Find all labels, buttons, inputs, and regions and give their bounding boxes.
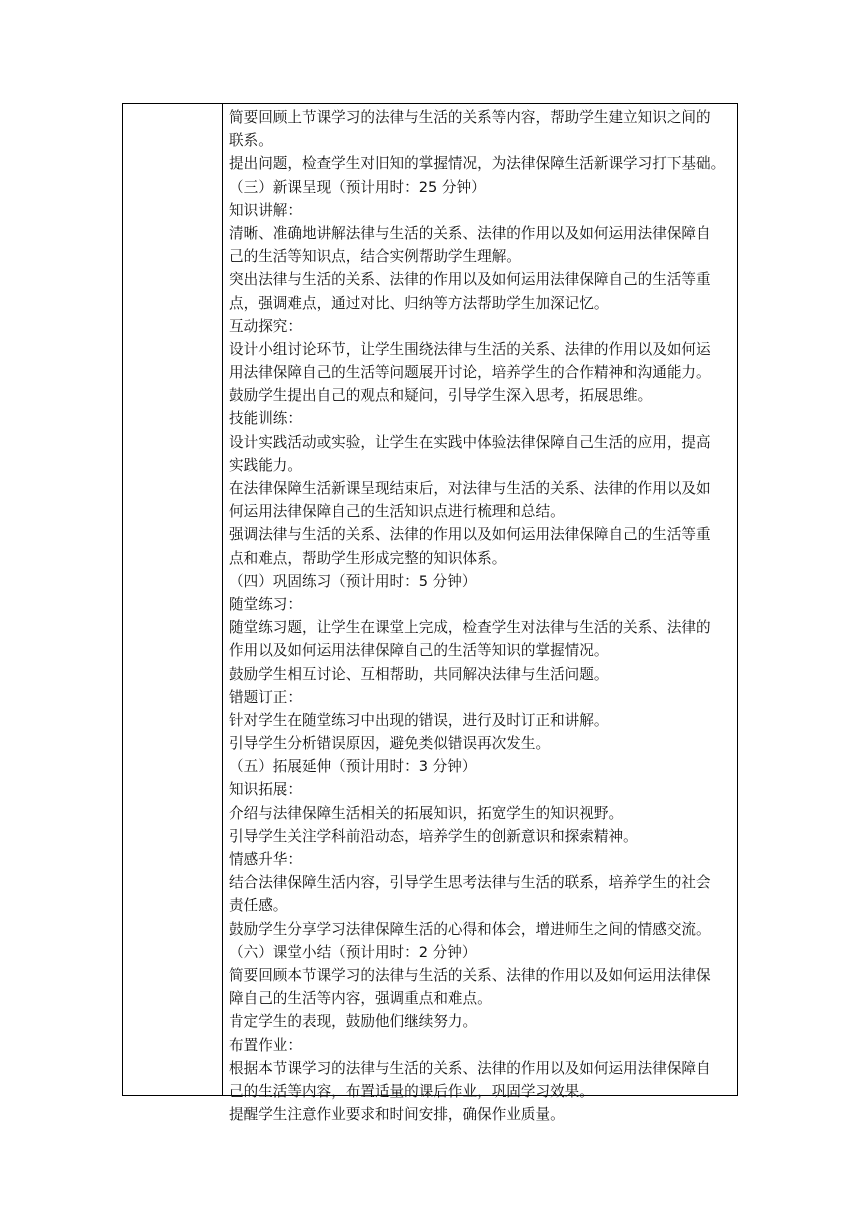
text-line: 实践能力。: [229, 456, 302, 474]
text-line: 在法律保障生活新课呈现结束后，对法律与生活的关系、法律的作用以及如: [229, 480, 711, 497]
text-line: 提醒学生注意作业要求和时间安排，确保作业质量。: [229, 1106, 565, 1124]
text-line: 用法律保障自己的生活等问题展开讨论，培养学生的合作精神和沟通能力。: [229, 364, 711, 382]
text-line: （五）拓展延伸（预计用时：3 分钟）: [229, 758, 477, 776]
text-line: 障自己的生活等内容，强调重点和难点。: [229, 990, 492, 1008]
column-divider: [222, 104, 223, 1095]
text-line: 点和难点，帮助学生形成完整的知识体系。: [229, 549, 507, 567]
text-line: 提出问题，检查学生对旧知的掌握情况，为法律保障生活新课学习打下基础。: [229, 155, 726, 173]
text-line: （六）课堂小结（预计用时：2 分钟）: [229, 943, 477, 961]
text-line: 随堂练习：: [229, 595, 302, 613]
text-line: 技能训练：: [229, 410, 302, 428]
text-line: 情感升华：: [229, 851, 302, 868]
text-line: 根据本节课学习的法律与生活的关系、法律的作用以及如何运用法律保障自: [229, 1059, 711, 1077]
text-line: 随堂练习题，让学生在课堂上完成，检查学生对法律与生活的关系、法律的: [229, 619, 711, 637]
text-line: 简要回顾本节课学习的法律与生活的关系、法律的作用以及如何运用法律保: [229, 966, 711, 984]
text-line: 结合法律保障生活内容，引导学生思考法律与生活的联系，培养学生的社会: [229, 874, 711, 892]
text-line: 知识讲解：: [229, 201, 302, 219]
text-line: 设计小组讨论环节，让学生围绕法律与生活的关系、法律的作用以及如何运: [229, 340, 711, 358]
text-line: 引导学生分析错误原因，避免类似错误再次发生。: [229, 735, 551, 753]
text-line: （三）新课呈现（预计用时：25 分钟）: [229, 178, 486, 196]
table-content-cell: [229, 106, 735, 1126]
text-line: 责任感。: [229, 897, 288, 915]
text-line: 鼓励学生提出自己的观点和疑问，引导学生深入思考，拓展思维。: [229, 387, 653, 405]
text-line: 点，强调难点，通过对比、归纳等方法帮助学生加深记忆。: [229, 294, 609, 312]
text-line: 鼓励学生相互讨论、互相帮助，共同解决法律与生活问题。: [229, 665, 609, 683]
text-line: 何运用法律保障自己的生活知识点进行梳理和总结。: [229, 503, 565, 521]
text-line: 针对学生在随堂练习中出现的错误，进行及时订正和讲解。: [229, 711, 609, 729]
text-line: 己的生活等内容，布置适量的课后作业，巩固学习效果。: [229, 1082, 594, 1100]
lesson-plan-table: [122, 103, 738, 1124]
table-left-cell: [123, 104, 222, 1095]
text-line: 互动探究：: [229, 317, 302, 335]
text-line: （四）巩固练习（预计用时：5 分钟）: [229, 572, 477, 590]
text-line: 简要回顾上节课学习的法律与生活的关系等内容，帮助学生建立知识之间的: [229, 109, 711, 126]
text-line: 联系。: [229, 132, 273, 150]
text-line: 布置作业：: [229, 1036, 302, 1054]
text-line: 错题订正：: [229, 688, 302, 706]
text-line: 己的生活等知识点，结合实例帮助学生理解。: [229, 248, 521, 266]
text-line: 知识拓展：: [229, 781, 302, 799]
text-line: 引导学生关注学科前沿动态，培养学生的创新意识和探索精神。: [229, 827, 638, 845]
text-line: 作用以及如何运用法律保障自己的生活等知识的掌握情况。: [229, 642, 609, 660]
text-line: 鼓励学生分享学习法律保障生活的心得和体会，增进师生之间的情感交流。: [229, 920, 711, 938]
text-line: 介绍与法律保障生活相关的拓展知识，拓宽学生的知识视野。: [229, 804, 624, 822]
text-line: 清晰、准确地讲解法律与生活的关系、法律的作用以及如何运用法律保障自: [229, 224, 711, 242]
text-line: 强调法律与生活的关系、法律的作用以及如何运用法律保障自己的生活等重: [229, 526, 711, 544]
text-line: 突出法律与生活的关系、法律的作用以及如何运用法律保障自己的生活等重: [229, 271, 711, 289]
text-line: 设计实践活动或实验，让学生在实践中体验法律保障自己生活的应用，提高: [229, 433, 711, 451]
text-line: 肯定学生的表现，鼓励他们继续努力。: [229, 1013, 478, 1031]
